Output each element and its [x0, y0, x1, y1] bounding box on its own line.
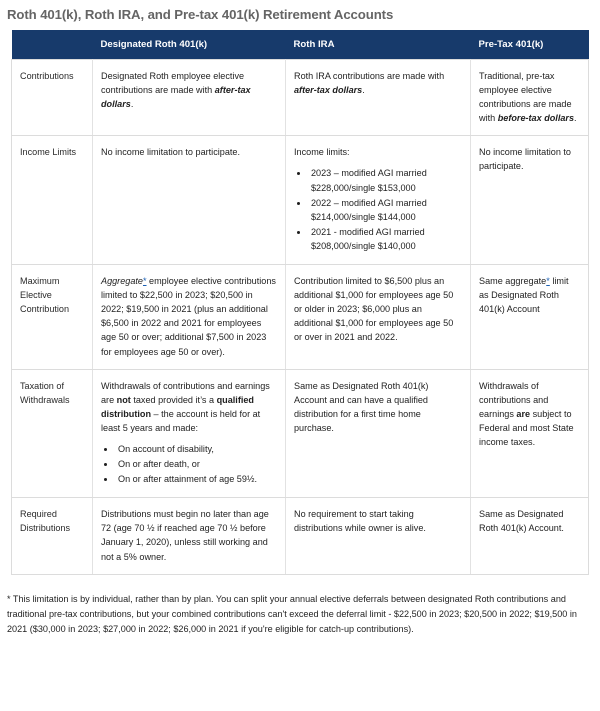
cell-taxation-designated-roth — [93, 369, 286, 498]
cell-text-tail: limit as Designated Roth 401(k) Account — [479, 276, 569, 315]
table-header — [12, 30, 589, 60]
cell-text: Same as Designated Roth 401(k) Account and can have a qualified distribution for a first time home purchase. — [294, 380, 429, 433]
cell-text: No income limitation to participate. — [479, 147, 571, 172]
cell-text-mid: taxed provided it’s a — [130, 394, 217, 405]
cell-required-distributions-pre-tax-401k — [471, 498, 589, 574]
cell-text-tail: . — [362, 85, 365, 96]
cell-emphasis: after-tax dollars — [101, 85, 251, 110]
cell-max-elective-designated-roth — [93, 265, 286, 370]
cell-emphasis-2: qualified distribution — [101, 394, 254, 419]
footnote-link[interactable]: * — [546, 276, 550, 287]
page-title: Roth 401(k), Roth IRA, and Pre-tax 401(k) Retirement Accounts — [7, 7, 394, 22]
column-header-blank — [12, 30, 93, 60]
cell-income-limits-designated-roth — [93, 136, 286, 265]
cell-emphasis: are — [516, 408, 531, 419]
cell-text: Distributions must begin no later than age 72 (age 70 ½ if reached age 70 ½ before January 1, 2020), unless still working and not a 5% owner. — [101, 509, 269, 562]
column-header-roth-ira: Roth IRA — [286, 30, 471, 60]
cell-text: No requirement to start taking distributions while owner is alive. — [294, 509, 426, 534]
row-label-income-limits: Income Limits — [12, 136, 93, 265]
cell-required-distributions-designated-roth — [93, 498, 286, 574]
cell-text-tail: . — [574, 113, 577, 124]
cell-text: Contribution limited to $6,500 plus an additional $1,000 for employees age 50 or older in 2023; $6,000 plus an additional $1,000 for employees age 50 or over in 2021 and 2022. — [294, 276, 454, 343]
cell-text: Designated Roth employee elective contributions are made with — [101, 71, 245, 96]
cell-emphasis: before-tax dollars — [497, 113, 575, 124]
cell-contributions-designated-roth — [93, 60, 286, 136]
row-label-maximum-elective-contribution: Maximum Elective Contribution — [12, 265, 93, 370]
row-label-taxation-of-withdrawals: Taxation of Withdrawals — [12, 369, 93, 498]
cell-text-tail: subject to Federal and most State income taxes. — [479, 408, 574, 447]
cell-text: No income limitation to participate. — [101, 147, 240, 158]
cell-taxation-roth-ira — [286, 369, 471, 498]
bullet-list — [294, 166, 462, 253]
column-header-designated-roth-401k: Designated Roth 401(k) — [93, 30, 286, 60]
cell-max-elective-roth-ira — [286, 265, 471, 370]
list-item: • On or after death, or — [116, 457, 277, 471]
cell-text-tail: – the account is held for at least 5 years and made: — [101, 408, 261, 433]
cell-text: Roth IRA contributions are made with — [294, 71, 445, 81]
cell-income-limits-roth-ira — [286, 136, 471, 265]
cell-emphasis: not — [116, 394, 131, 405]
list-item: • 2022 – modified AGI married $214,000/single $144,000 — [309, 196, 462, 224]
comparison-table — [11, 30, 589, 575]
list-item: • On or after attainment of age 59½. — [116, 472, 277, 486]
table-row — [12, 136, 589, 265]
cell-text: employee elective contributions limited to $22,500 in 2023; $20,500 in 2022; $19,500 in 2021 (plus an additional $6,500 in 2022 and 2021 for employees age 50 or over; additional $7,500 in 2023 for employees age 50 or over). — [101, 276, 276, 357]
cell-text: Withdrawals of contributions and earnings — [479, 380, 549, 419]
cell-contributions-roth-ira — [286, 60, 471, 136]
footnote-text: * This limitation is by individual, rather than by plan. You can split your annual elective deferrals between designated Roth contributions and traditional pre-tax contributions, but your combined contributions can't exceed the deferral limit - $22,500 in 2023; $20,500 in 2022; $19,500 in 2021 ($30,000 in 2023; $27,000 in 2022; $26,000 in 2021 if you're eligible for catch-up contributions). — [7, 593, 577, 635]
cell-text: Traditional, pre-tax employee elective contributions are made with — [479, 71, 572, 124]
table-body — [12, 60, 589, 575]
cell-taxation-pre-tax-401k — [471, 369, 589, 498]
cell-contributions-pre-tax-401k — [471, 60, 589, 136]
list-item: • 2023 – modified AGI married $228,000/single $153,000 — [309, 166, 462, 194]
footnote-link[interactable]: * — [142, 276, 147, 287]
cell-emphasis: after-tax dollars — [294, 85, 363, 96]
column-header-pre-tax-401k: Pre-Tax 401(k) — [471, 30, 589, 60]
cell-required-distributions-roth-ira — [286, 498, 471, 574]
bullet-list — [101, 442, 277, 486]
table-row — [12, 369, 589, 498]
table-row — [12, 498, 589, 574]
cell-max-elective-pre-tax-401k — [471, 265, 589, 370]
cell-text-tail: . — [130, 99, 134, 110]
cell-text: Same aggregate — [479, 276, 547, 287]
table-row — [12, 265, 589, 370]
cell-text: Income limits: — [294, 147, 350, 158]
cell-emphasis: Aggregate — [101, 276, 143, 287]
row-label-required-distributions: Required Distributions — [12, 498, 93, 574]
cell-income-limits-pre-tax-401k — [471, 136, 589, 265]
cell-text: Same as Designated Roth 401(k) Account. — [479, 509, 564, 534]
table-row — [12, 60, 589, 136]
row-label-contributions: Contributions — [12, 60, 93, 136]
table-header-row — [12, 30, 589, 60]
list-item: • On account of disability, — [116, 442, 277, 456]
list-item: • 2021 - modified AGI married $208,000/single $140,000 — [309, 225, 462, 253]
cell-text: Withdrawals of contributions and earnings are — [101, 380, 270, 405]
